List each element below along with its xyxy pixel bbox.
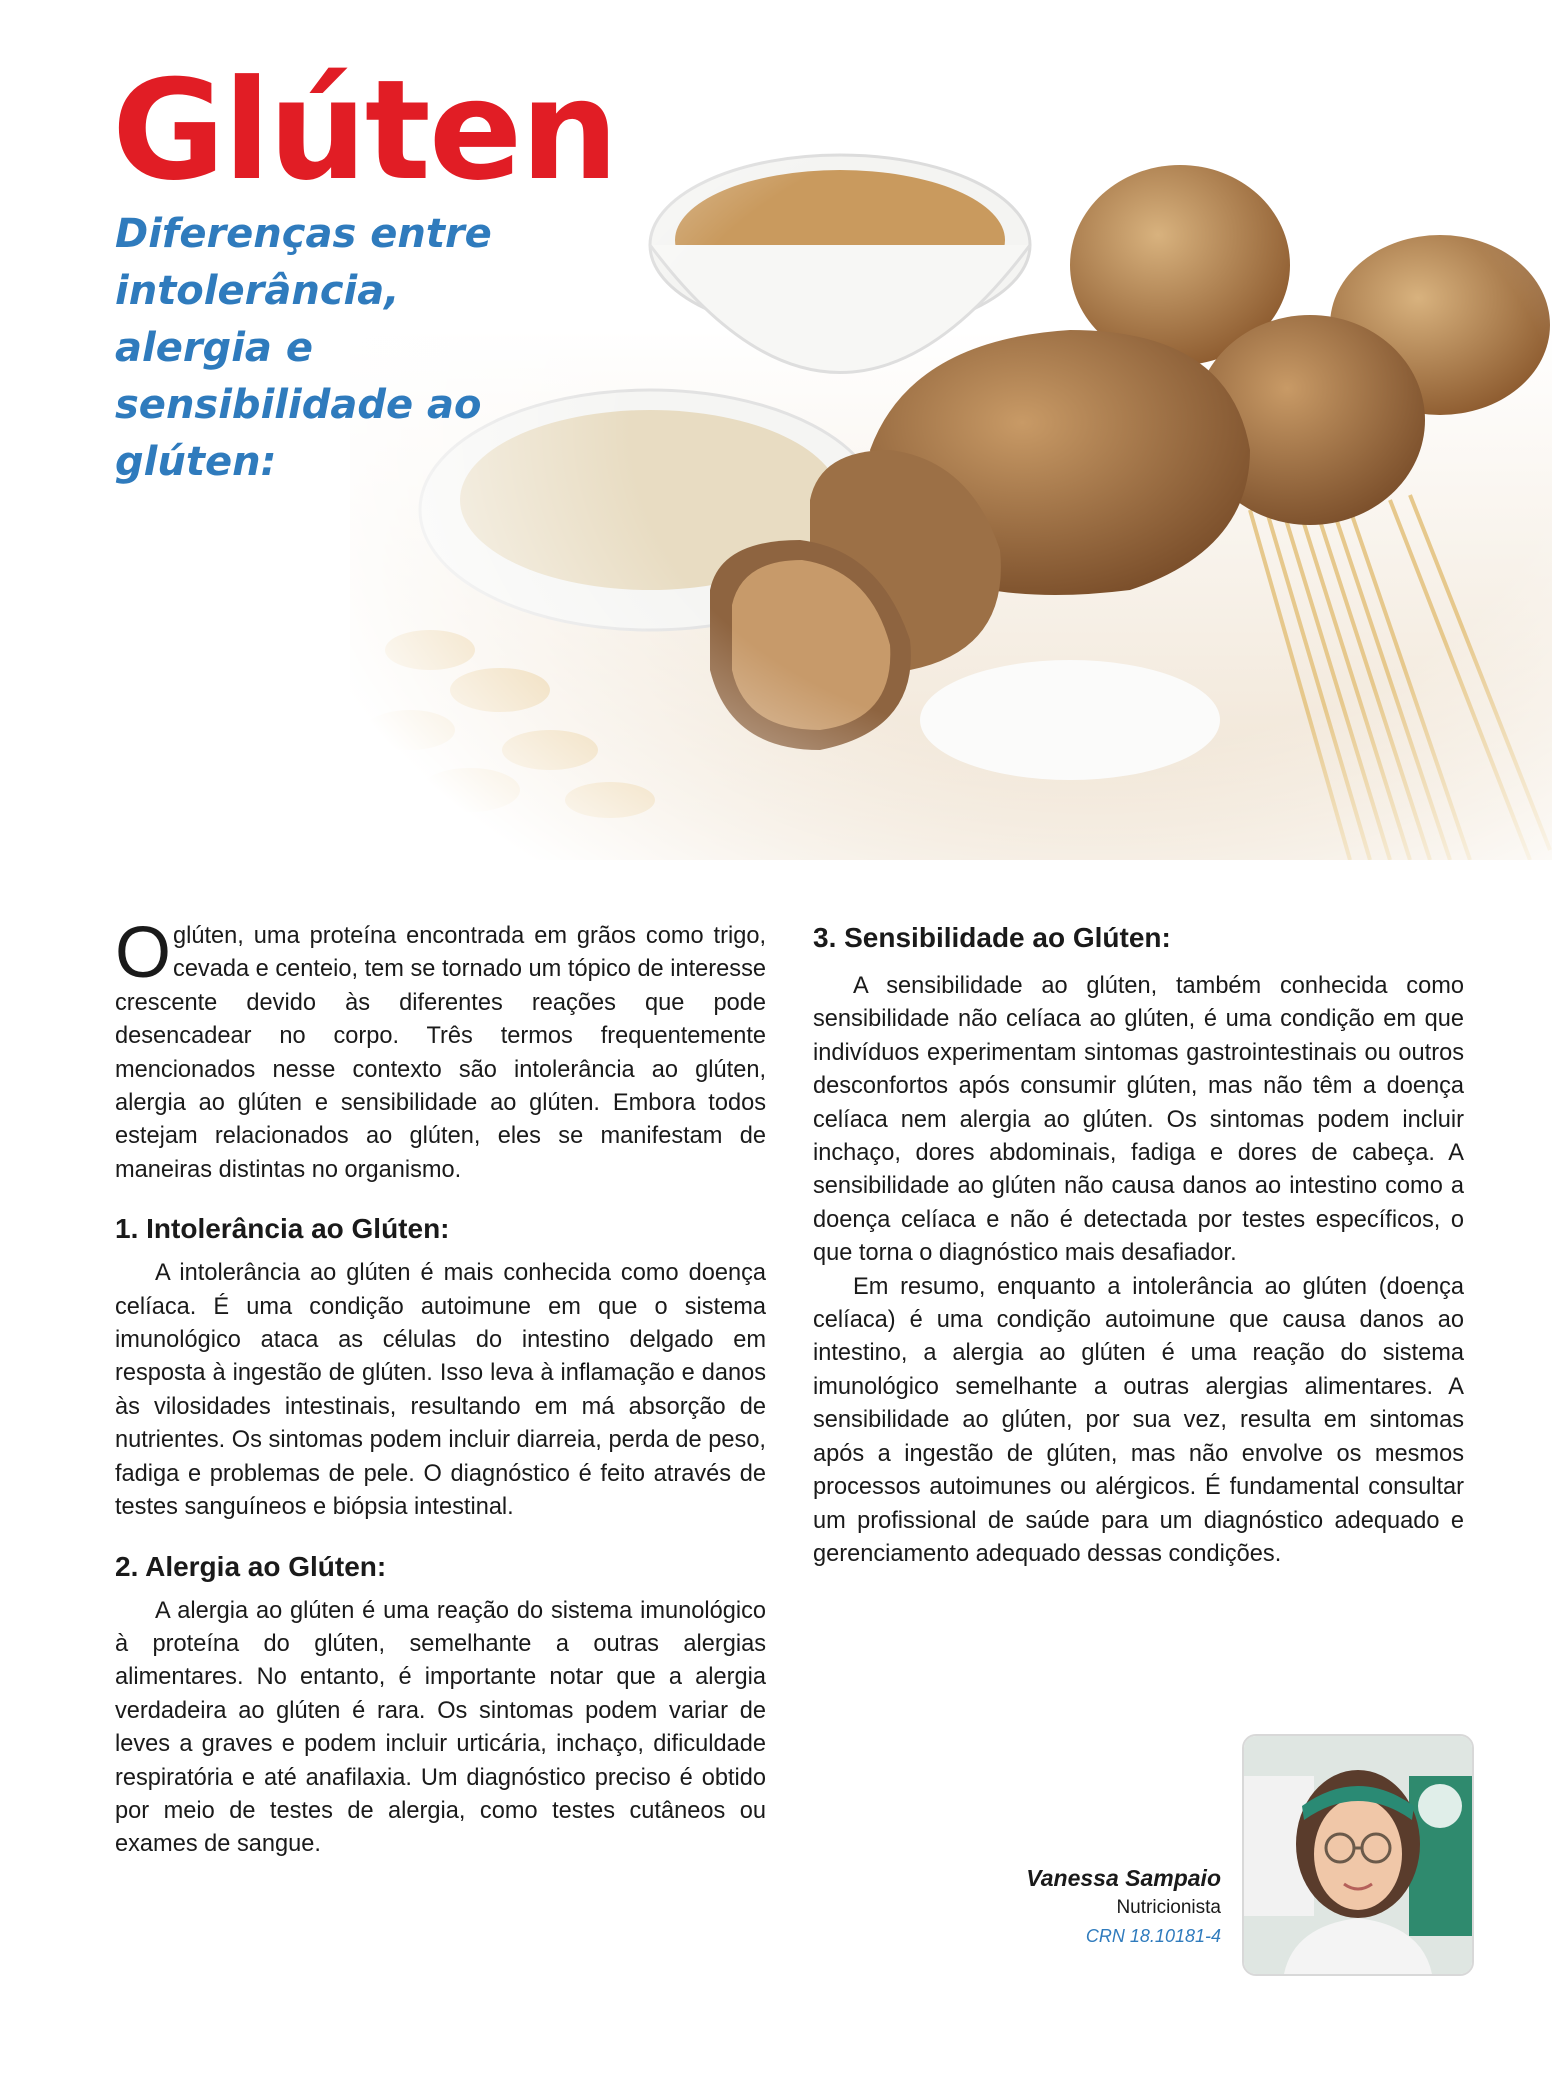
page-title: Glúten <box>112 50 617 211</box>
page-subtitle: Diferenças entre intolerância, alergia e sensibilidade ao glúten: <box>115 211 492 485</box>
author-photo <box>1242 1734 1474 1976</box>
intro-paragraph: Oglúten, uma proteína encontrada em grãos como trigo, cevada e centeio, tem se tornado um tópico de interesse crescente devido às diferentes reações que pode desencadear no corpo. Três termos frequentemente mencionados nesse contexto são intolerância ao glúten, alergia ao glúten e sensibilidade ao glúten. Embora todos estejam relacionados ao glúten, eles se manifestam de maneiras distintas no organismo. <box>115 913 766 1183</box>
author-role: Nutricionista <box>1116 1897 1221 1918</box>
author-name: Vanessa Sampaio <box>1026 1865 1221 1891</box>
summary-paragraph: Em resumo, enquanto a intolerância ao glúten (doença celíaca) é uma condição autoimune que causa danos ao intestino, a alergia ao glúten é uma reação do sistema imunológico semelhante a outras alergias alimentares. A sensibilidade ao glúten, por sua vez, resulta em sintomas após a ingestão de glúten, mas não envolve os mesmos processos autoimunes ou alérgicos. É fundamental consultar um profissional de saúde para um diagnóstico adequado e gerenciamento adequado dessas condições. <box>813 1273 1464 1567</box>
section-text-sensibilidade: A sensibilidade ao glúten, também conhecida como sensibilidade não celíaca ao glúten, é uma condição em que indivíduos experimentam sintomas gastrointestinais ou outros desconfortos após consumir glúten, mas não têm a doença celíaca nem alergia ao glúten. Os sintomas podem incluir inchaço, dores abdominais, fadiga e dores de cabeça. A sensibilidade ao glúten não causa danos ao intestino como a doença celíaca e não é detectada por testes específicos, o que torna o diagnóstico mais desafiador. <box>813 973 1464 1267</box>
section-text-intolerancia: A intolerância ao glúten é mais conhecida como doença celíaca. É uma condição autoimune em que o sistema imunológico ataca as células do intestino delgado em resposta à ingestão de glúten. Isso leva à inflamação e danos às vilosidades intestinais, resultando em má absorção de nutrientes. Os sintomas podem incluir diarreia, perda de peso, fadiga e problemas de pele. O diagnóstico é feito através de testes sanguíneos e biópsia intestinal. <box>115 1260 766 1521</box>
author-signature <box>1026 1862 1221 1950</box>
section-heading-intolerancia: 1. Intolerância ao Glúten: <box>115 1213 450 1245</box>
section-heading-alergia: 2. Alergia ao Glúten: <box>115 1550 387 1582</box>
section-heading-sensibilidade: 3. Sensibilidade ao Glúten: <box>813 922 1171 953</box>
right-column <box>813 920 1464 1571</box>
author-crn: CRN 18.10181-4 <box>1085 1926 1221 1946</box>
left-column <box>115 913 766 1862</box>
section-text-alergia: A alergia ao glúten é uma reação do sistema imunológico à proteína do glúten, semelhante a outras alergias alimentares. No entanto, é importante notar que a alergia verdadeira ao glúten é rara. Os sintomas podem variar de leves a graves e podem incluir urticária, inchaço, dificuldade respiratória e até anafilaxia. Um diagnóstico preciso é obtido por meio de testes de alergia, como testes cutâneos ou exames de sangue. <box>115 1597 766 1858</box>
